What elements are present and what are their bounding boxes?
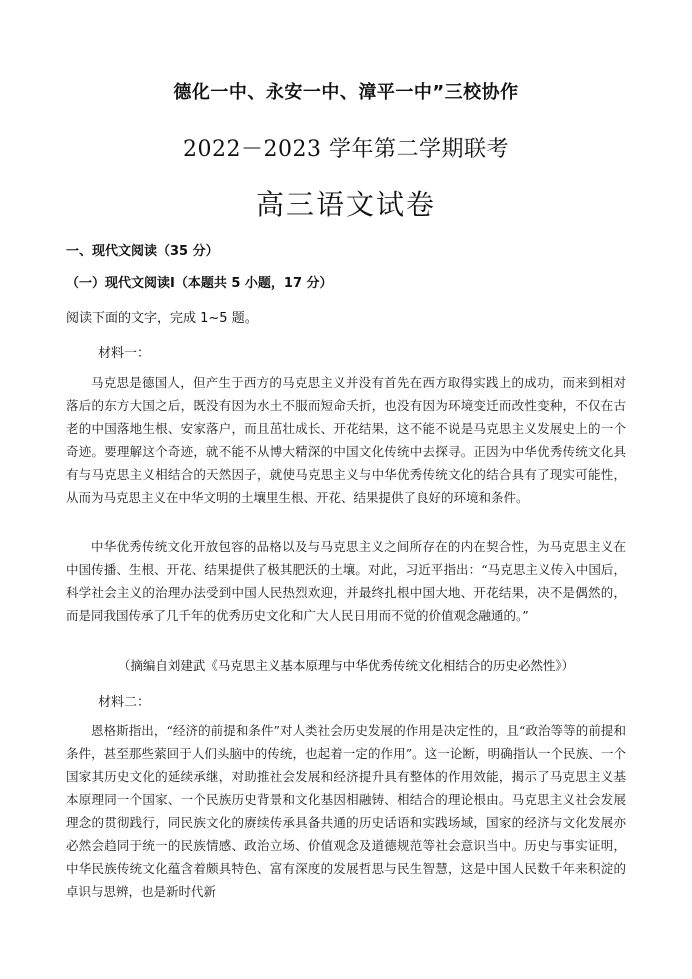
section-heading: 一、现代文阅读（35 分） bbox=[66, 244, 219, 259]
material-one-paragraph-1: 马克思是德国人，但产生于西方的马克思主义并没有首先在西方取得实践上的成功，而来到相对落后的东方大国之后，既没有因为水土不服而短命夭折，也没有因为环境变迁而改性变种，不仅在古老的中国落地生根、安家落户，而且茁壮成长、开花结果，这不能不说是马克思主义发展史上的一个奇迹。要理解这个奇迹，就不能不从博大精深的中国文化传统中去探寻。正因为中华优秀传统文化具有与马克思主义相结合的天然因子，就使马克思主义与中华优秀传统文化的结合具有了现实可能性，从而为马克思主义在中华文明的土壤里生根、开花、结果提供了良好的环境和条件。 bbox=[66, 375, 626, 505]
material-one-paragraph-2: 中华优秀传统文化开放包容的品格以及与马克思主义之间所存在的内在契合性，为马克思主义在中国传播、生根、开花、结果提供了极其肥沃的土壤。对此，习近平指出：“马克思主义传入中国后，科学社会主义的治理办法受到中国人民热烈欢迎，并最终扎根中国大地、开花结果，决不是偶然的，而是同我国传承了几千年的优秀历史文化和广大人民日用而不觉的价值观念融通的。” bbox=[66, 539, 626, 623]
material-one-label: 材料一： bbox=[98, 346, 151, 361]
material-two-paragraph-1: 恩格斯指出，“经济的前提和条件”对人类社会历史发展的作用是决定性的，且“政治等等的前提和条件，甚至那些萦回于人们头脑中的传统，也起着一定的作用”。这一论断，明确指认一个民族、一个国家其历史文化的延续承继，对助推社会发展和经济提升具有整体的作用效能，揭示了马克思主义基本原理同一个国家、一个民族历史背景和文化基因相融铸、相结合的理论根由。马克思主义社会发展理念的贯彻践行，同民族文化的赓续传承具备共通的历史话语和实践场域，国家的经济与文化发展亦必然会趋同于统一的民族情感、政治立场、价值观念及道德规范等社会意识当中。历史与事实证明，中华民族传统文化蕴含着颇具特色、富有深度的发展哲思与民生智慧，这是中国人民数千年来积淀的卓识与思辨，也是新时代新 bbox=[66, 723, 626, 899]
material-one-citation: （摘编自刘建武《马克思主义基本原理与中华优秀传统文化相结合的历史必然性》） bbox=[117, 658, 575, 673]
subsection-heading: （一）现代文阅读Ⅰ（本题共 5 小题，17 分） bbox=[66, 276, 333, 291]
exam-subject-title: 高三语文试卷 bbox=[255, 188, 436, 221]
material-two-label: 材料二： bbox=[98, 695, 151, 710]
exam-term-title: 2022－2023 学年第二学期联考 bbox=[183, 137, 509, 162]
school-collaboration-title: 德化一中、永安一中、漳平一中”三校协作 bbox=[173, 82, 519, 103]
reading-instruction: 阅读下面的文字，完成 1~5 题。 bbox=[66, 311, 258, 326]
